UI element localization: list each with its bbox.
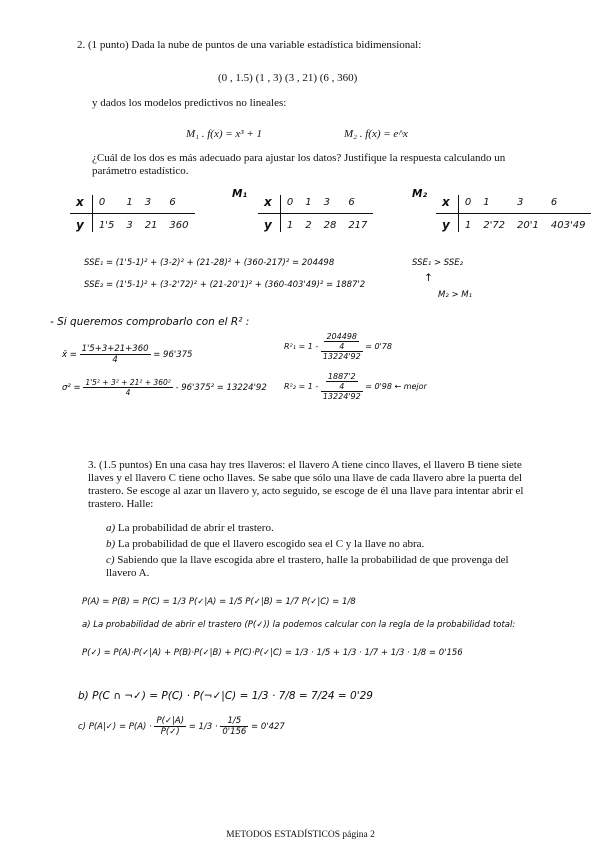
table-cell: 2'72 xyxy=(483,219,506,231)
variance-formula: σ² = $\frac{\text{1'5² + 3² + 21² + 360²}}{4}$ - 96'375² = 13224'92 xyxy=(62,378,267,397)
table-cell: 6 xyxy=(545,195,592,214)
table-cell: 217 xyxy=(348,219,368,231)
problem2-models-intro: y dados los modelos predictivos no lineales: xyxy=(92,97,287,109)
table-cell: 1 xyxy=(286,219,294,231)
part-a-intro: a) La probabilidad de abrir el trastero (P(✓)) la podemos calcular con la regla de la probabilidad total: xyxy=(82,620,516,630)
page-footer: METODOS ESTADÍSTICOS página 2 xyxy=(226,830,375,840)
problem2-question: ¿Cuál de los dos es más adecuado para ajustar los datos? Justifique la respuesta calculando un parámetro estadístico. xyxy=(92,152,506,177)
problem2-heading: 2. (1 punto) Dada la nube de puntos de una variable estadística bidimensional: xyxy=(77,39,422,51)
r2-intro: - Si queremos comprobarlo con el R² : xyxy=(50,316,250,328)
problem3-heading: 3. (1.5 puntos) En una casa hay tres llaveros: el llavero A tiene cinco llaves, el llavero B tiene siete llaves y el llavero C tiene ocho llaves. Se sabe que sólo una llave de cada llavero abre la puerta del trastero. Se escoge al azar un llavero y, acto seguido, se escoge de él una llave para intentar abrir el trastero. Halle: xyxy=(88,459,524,510)
part-c-formula: c) P(A|✓) = P(A) · $\frac{P(✓|A)}{P(✓)}$ = 1/3 · $\frac{1/5}{0'156}$ = 0'427 xyxy=(78,716,285,737)
model-m1: M₁ . f(x) = x³ + 1 xyxy=(186,128,263,140)
m2-table: x 0 1 3 6 y 1 2'72 20'1 403'49 xyxy=(436,195,591,232)
m2-table-label: M₂ xyxy=(412,188,428,200)
r2-m2-formula: R²₂ = 1 - $\frac{\frac{1887'2}{4}}{13224'92}$ = 0'98 ← mejor xyxy=(284,372,427,401)
list-item: c) Sabiendo que la llave escogida abre el trastero, halle la probabilidad de que provenga del llavero A. xyxy=(106,553,509,579)
table-cell: 403'49 xyxy=(550,219,586,231)
model-conclusion: M₂ > M₁ xyxy=(438,290,473,300)
r2-m1-formula: R²₁ = 1 - $\frac{\frac{204498}{4}}{13224'92}$ = 0'78 xyxy=(284,332,392,361)
m1-table: x 0 1 3 6 y 1 2 28 217 xyxy=(258,195,373,232)
table-cell: 360 xyxy=(169,219,189,231)
problem2-points: (0 , 1.5) (1 , 3) (3 , 21) (6 , 360) xyxy=(218,72,358,84)
table-cell: 0 xyxy=(458,195,477,214)
table-cell: 1 xyxy=(477,195,511,214)
part-a-formula: P(✓) = P(A)·P(✓|A) + P(B)·P(✓|B) + P(C)·P(✓|C) = 1/3 · 1/5 + 1/3 · 1/7 + 1/3 · 1/8 = 0'156 xyxy=(82,648,463,658)
table-cell: 21 xyxy=(144,219,158,231)
table-cell: 3 xyxy=(139,195,164,214)
table-cell: 1 xyxy=(120,195,138,214)
mean-formula: x̄ = $\frac{1'5+3+21+360}{4}$ = 96'375 xyxy=(62,344,193,365)
table-cell: 20'1 xyxy=(517,219,539,231)
list-item: b) La probabilidad de que el llavero escogido sea el C y la llave no abra. xyxy=(106,537,425,550)
table-cell: 0 xyxy=(280,195,299,214)
m1-table-label: M₁ xyxy=(232,188,248,200)
up-arrow-icon: ↑ xyxy=(424,272,433,284)
given-probabilities: P(A) = P(B) = P(C) = 1/3 P(✓|A) = 1/5 P(✓|B) = 1/7 P(✓|C) = 1/8 xyxy=(82,597,356,607)
problem3-items xyxy=(106,522,526,583)
sse-comparison: SSE₁ > SSE₂ xyxy=(412,258,464,268)
table-cell: 3 xyxy=(318,195,343,214)
model-m2: M₂ . f(x) = e^x xyxy=(344,128,408,140)
table-cell: 0 xyxy=(92,195,120,214)
table-cell: 1 xyxy=(464,219,472,231)
table-cell: 28 xyxy=(323,219,337,231)
table-cell: 2 xyxy=(305,219,312,231)
table-cell: 3 xyxy=(126,219,133,231)
table-cell: 1'5 xyxy=(98,219,115,231)
table-cell: 6 xyxy=(163,195,194,214)
list-item: a) La probabilidad de abrir el trastero. xyxy=(106,522,274,534)
data-table: x 0 1 3 6 y 1'5 3 21 360 xyxy=(70,195,195,232)
table-cell: 6 xyxy=(342,195,373,214)
table-cell: 3 xyxy=(511,195,545,214)
table-cell: 1 xyxy=(299,195,317,214)
sse2-line: SSE₂ = (1'5-1)² + (3-2'72)² + (21-20'1)² + (360-403'49)² = 1887'2 xyxy=(84,280,366,290)
sse1-line: SSE₁ = (1'5-1)² + (3-2)² + (21-28)² + (360-217)² = 204498 xyxy=(84,258,335,268)
part-b-formula: b) P(C ∩ ¬✓) = P(C) · P(¬✓|C) = 1/3 · 7/8 = 7/24 = 0'29 xyxy=(78,690,373,702)
